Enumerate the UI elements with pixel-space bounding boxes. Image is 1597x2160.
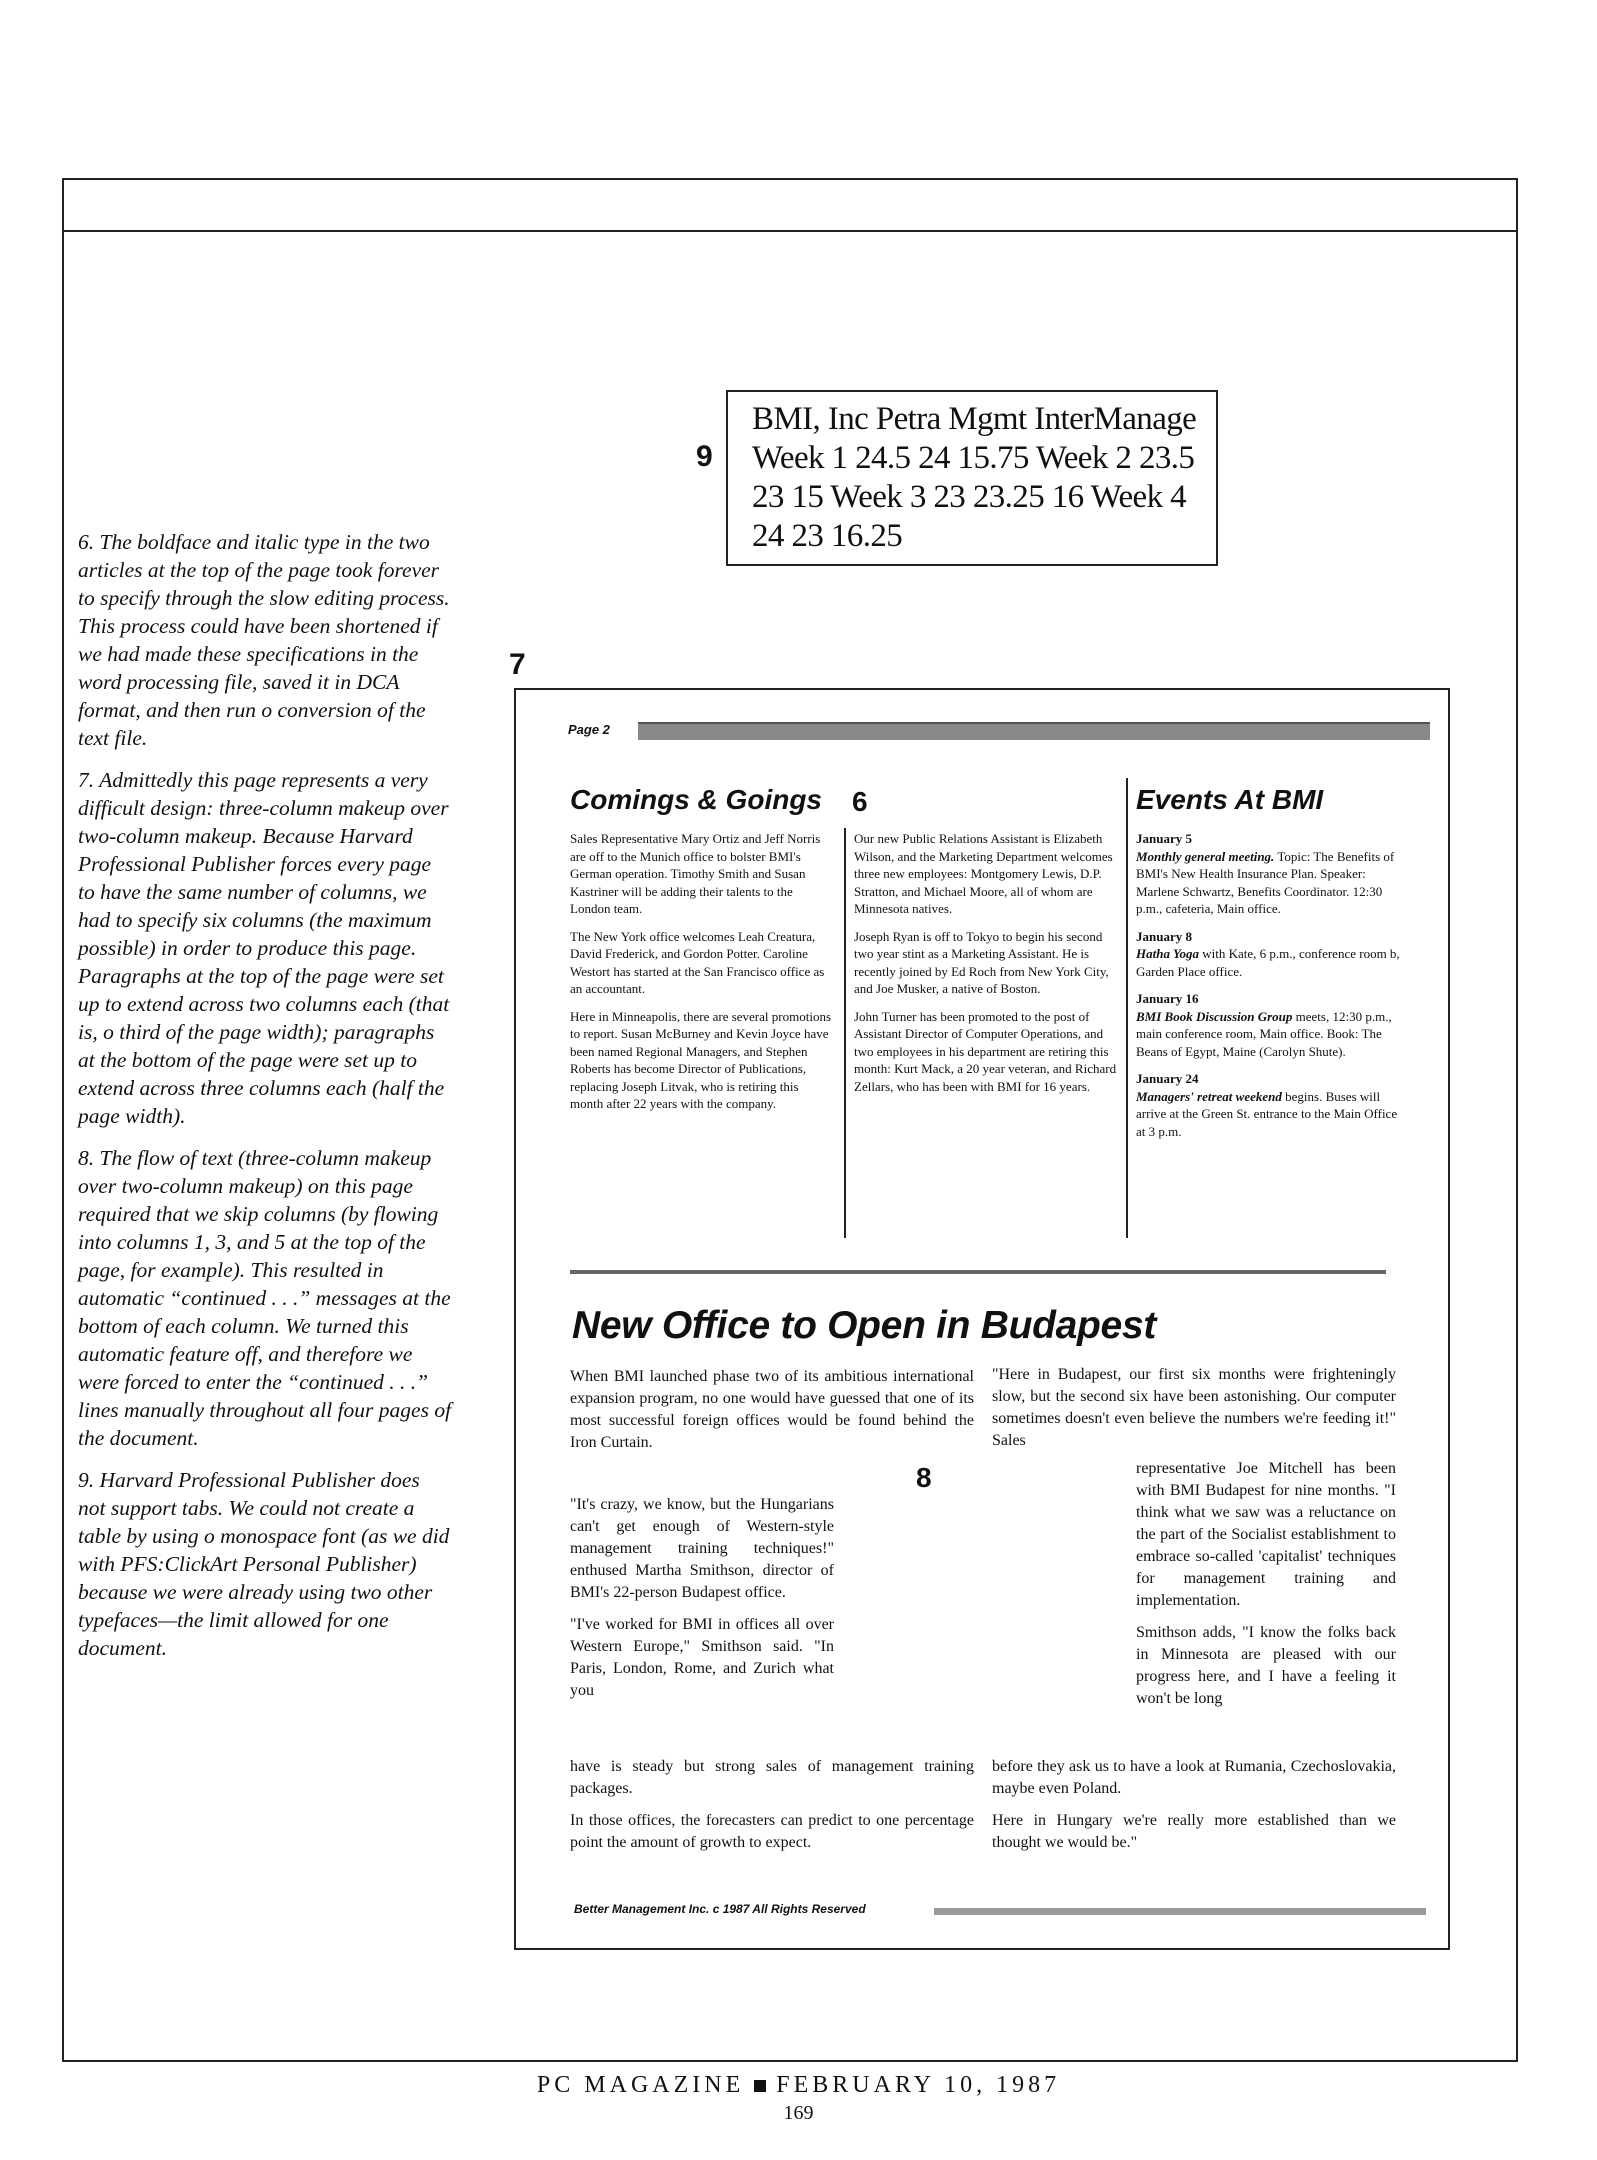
footer-copyright: Better Management Inc. c 1987 All Rights Reserved (574, 1902, 866, 1916)
budapest-left-mid (570, 1494, 834, 1712)
issue-date: FEBRUARY 10, 1987 (776, 2072, 1061, 2098)
events-title: Events At BMI (1136, 784, 1324, 815)
magazine-masthead (0, 2072, 1597, 2099)
comings-column-2 (854, 830, 1118, 1105)
event-1-text: Topic: The Benefits of BMI's New Health Insurance Plan. Speaker: Marlene Schwartz, Benefits Coordinator. 12:30 p.m., cafeteria, Main office. (1136, 848, 1395, 916)
budapest-right-bottom (992, 1756, 1396, 1864)
annotation-notes (78, 528, 452, 1676)
event-3-text: meets, 12:30 p.m., main conference room, Main office. Book: The Beans of Egypt, Maine (Carolyn Shute). (1136, 1008, 1392, 1059)
comings-p2: The New York office welcomes Leah Creatura, David Frederick, and Gordon Potter. Caroline Westort has started at the San Francisco office as an accountant. (570, 928, 825, 996)
event-3 (1136, 990, 1406, 1060)
table-line-4: 24 23 16.25 (752, 518, 903, 554)
budapest-right-top (992, 1364, 1396, 1462)
newsletter-footer (574, 1902, 1426, 1920)
comings-p3: Here in Minneapolis, there are several promotions to report. Susan McBurney and Kevin Joyce have been named Regional Managers, and Stephen Roberts has become Director of Publications, replacing Joseph Litvak, who is retiring this month after 22 years with the company. (570, 1008, 831, 1111)
comings-p6: John Turner has been promoted to the post of Assistant Director of Computer Operations, and two employees in his department are retiring this month: Kurt Mack, a 20 year veteran, and Richard Zellars, who has been with BMI for 16 years. (854, 1008, 1117, 1094)
event-2-title: Hatha Yoga (1136, 946, 1199, 961)
table-example (726, 390, 1218, 566)
headline-budapest: New Office to Open in Budapest (572, 1304, 1157, 1347)
event-4 (1136, 1070, 1406, 1140)
events-column (1136, 830, 1406, 1150)
event-1 (1136, 830, 1406, 918)
callout-8: 8 (916, 1462, 932, 1493)
budapest-p6: "Here in Budapest, our first six months were frighteningly slow, but the second six have been astonishing. Our computer sometimes doesn't even believe the numbers we're feeding it!" Sales (992, 1366, 1396, 1449)
budapest-p3: "I've worked for BMI in offices all over Western Europe," Smithson said. "In Paris, London, Rome, and Zurich what you (570, 1616, 834, 1699)
budapest-p2: "It's crazy, we know, but the Hungarians can't get enough of Western-style management training techniques!" enthused Martha Smithson, director of BMI's 22-person Budapest office. (570, 1496, 834, 1601)
column-divider-2 (1126, 778, 1128, 1238)
newsletter-header (568, 720, 1430, 740)
comings-p4: Our new Public Relations Assistant is Elizabeth Wilson, and the Marketing Department welcomes three new employees: Montgomery Lewis, D.P. Stratton, and Michael Moore, all of whom are Minnesota natives. (854, 831, 1113, 916)
budapest-p4: have is steady but strong sales of management training packages. (570, 1758, 974, 1797)
budapest-p5: In those offices, the forecasters can predict to one percentage point the amount of growth to expect. (570, 1812, 974, 1851)
event-1-title: Monthly general meeting. (1136, 848, 1275, 864)
newsletter-page (514, 688, 1450, 1950)
callout-9: 9 (696, 440, 713, 473)
event-4-title: Managers' retreat weekend (1136, 1088, 1282, 1104)
section-rule (570, 1270, 1386, 1274)
note-9: 9. Harvard Professional Publisher does not support tabs. We could not create a table by using o monospace font (as we did with PFS:ClickArt Personal Publisher) because we were already using two other typefaces—the limit allowed for one document. (78, 1468, 450, 1660)
comings-p5: Joseph Ryan is off to Tokyo to begin his second two year stint as a Marketing Assistant. He is recently joined by Ed Roch from New York City, and Joe Musker, a native of Boston. (854, 928, 1109, 996)
note-8: 8. The flow of text (three-column makeup over two-column makeup) on this page required that we skip columns (by flowing into columns 1, 3, and 5 at the top of the page, for example). This resulted in automatic “continued . . .” messages at the bottom of each column. We turned this automatic feature off, and therefore we were forced to enter the “continued . . .” lines manually throughout all four pages of the document. (78, 1146, 452, 1450)
event-2 (1136, 928, 1406, 981)
top-rule (64, 230, 1516, 232)
budapest-left-bottom (570, 1756, 974, 1864)
budapest-p8: Smithson adds, "I know the folks back in Minnesota are pleased with our progress here, and I have a feeling it won't be long (1136, 1624, 1396, 1707)
budapest-p9: before they ask us to have a look at Rumania, Czechoslovakia, maybe even Poland. (992, 1758, 1396, 1797)
event-2-date: January 8 (1136, 928, 1192, 944)
comings-column-1 (570, 830, 834, 1123)
magazine-name: PC MAGAZINE (536, 2072, 745, 2098)
budapest-p10: Here in Hungary we're really more established than we thought we would be." (992, 1812, 1396, 1851)
callout-6: 6 (852, 786, 868, 817)
note-6: 6. The boldface and italic type in the two articles at the top of the page took forever to specify through the slow editing process. This process could have been shortened if we had made these specifications in the word processing file, saved it in DCA format, and then run o conversion of the text file. (78, 530, 450, 750)
table-line-2: Week 1 24.5 24 15.75 Week 2 23.5 (752, 440, 1195, 476)
comings-title: Comings & Goings (570, 784, 822, 815)
footer-bar (934, 1908, 1426, 1915)
event-1-date: January 5 (1136, 831, 1192, 846)
separator-square-icon (754, 2080, 766, 2092)
budapest-p7: representative Joe Mitchell has been with BMI Budapest for nine months. "I think what we saw was a reluctance on the part of the Socialist establishment to embrace so-called 'capitalist' techniques for management training and implementation. (1136, 1460, 1396, 1609)
header-bar (638, 722, 1430, 740)
page-label: Page 2 (568, 722, 610, 737)
event-3-title: BMI Book Discussion Group (1136, 1008, 1293, 1024)
column-divider-1 (844, 828, 846, 1238)
comings-p1: Sales Representative Mary Ortiz and Jeff Norris are off to the Munich office to bolster BMI's German operation. Timothy Smith and Susan Kastriner will be adding their talents to the London team. (570, 831, 821, 916)
budapest-left-top (570, 1366, 974, 1464)
table-line-1: BMI, Inc Petra Mgmt InterManage (752, 401, 1197, 437)
budapest-p1: When BMI launched phase two of its ambitious international expansion program, no one would have guessed that one of its most successful foreign offices would be found behind the Iron Curtain. (570, 1368, 974, 1451)
event-2-text: with Kate, 6 p.m., conference room b, Garden Place office. (1136, 946, 1400, 979)
budapest-right-mid (1136, 1458, 1396, 1720)
event-4-text: begins. Buses will arrive at the Green St. entrance to the Main Office at 3 p.m. (1136, 1088, 1398, 1139)
event-3-date: January 16 (1136, 991, 1199, 1006)
callout-7: 7 (509, 648, 526, 681)
table-line-3: 23 15 Week 3 23 23.25 16 Week 4 (752, 479, 1187, 515)
event-4-date: January 24 (1136, 1071, 1199, 1086)
note-7: 7. Admittedly this page represents a very difficult design: three-column makeup over two-column makeup. Because Harvard Professional Publisher forces every page to have the same number of columns, we had to specify six columns (the maximum possible) in order to produce this page. Paragraphs at the top of the page were set up to extend across two columns each (that is, o third of the page width); paragraphs at the bottom of the page were set up to extend across three columns each (half the page width). (78, 768, 450, 1128)
page-number: 169 (783, 2102, 814, 2124)
